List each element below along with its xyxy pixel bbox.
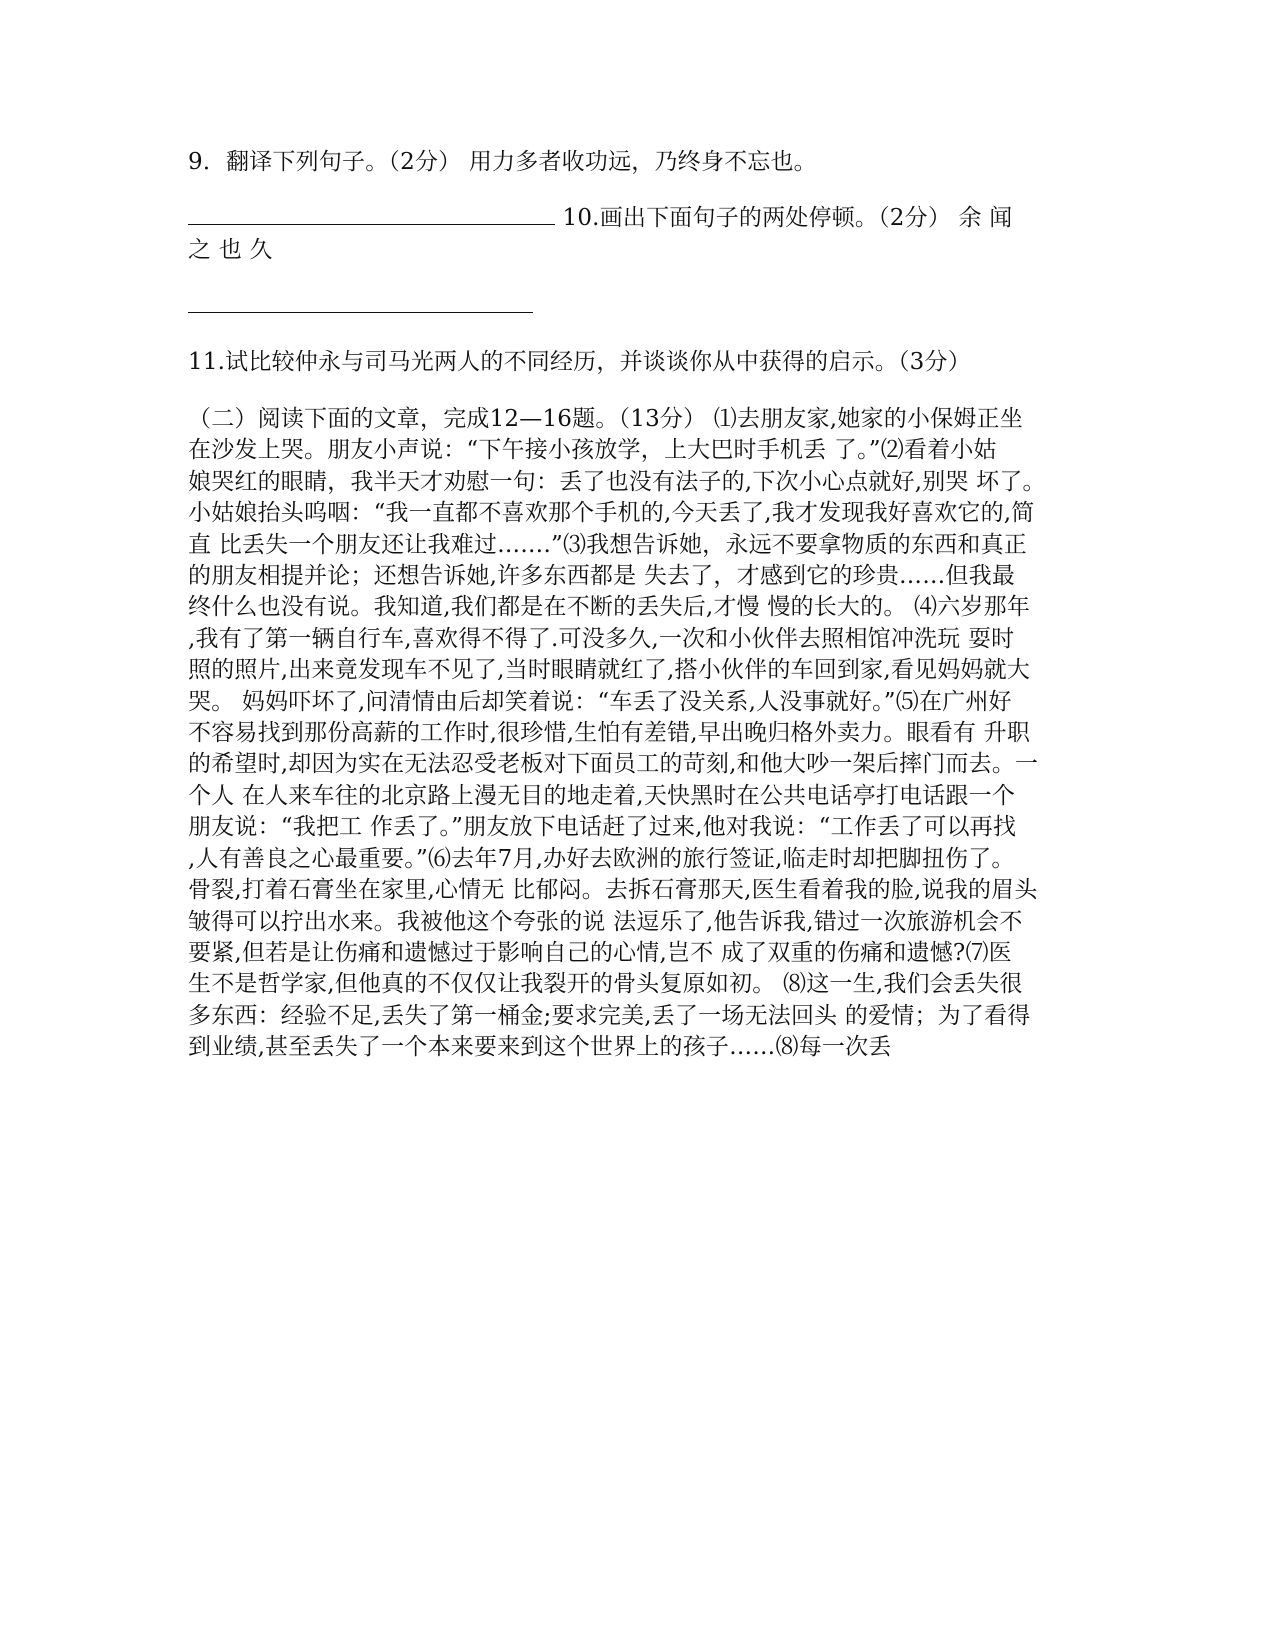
- question-10-text-line2: 之 也 久: [188, 237, 273, 263]
- passage-line: 直 比丢失一个朋友还让我难过…….”⑶我想告诉她，永远不要拿物质的东西和真正: [188, 531, 1027, 558]
- question-10-line2: [188, 234, 273, 266]
- passage-line: 终什么也没有说。我知道,我们都是在不断的丢失后,才慢 慢的长大的。 ⑷六岁那年: [188, 594, 1031, 621]
- answer-blank-9[interactable]: [188, 223, 555, 225]
- question-11-text: 11.试比较仲永与司马光两人的不同经历，并谈谈你从中获得的启示。（3分）: [188, 349, 971, 375]
- passage-line: 多东西：经验不足,丢失了第一桶金;要求完美,丢了一场无法回头 的爱情；为了看得: [188, 1002, 1031, 1029]
- passage-line: 在沙发上哭。朋友小声说：“下午接小孩放学，上大巴时手机丢 了。”⑵看着小姑: [188, 437, 997, 464]
- passage-line: 娘哭红的眼睛，我半天才劝慰一句：丢了也没有法子的,下次小心点就好,别哭 坏了。: [188, 468, 1046, 495]
- passage-line: 不容易找到那份高薪的工作时,很珍惜,生怕有差错,早出晚归格外卖力。眼看有 升职: [188, 720, 1031, 747]
- passage-line: ,人有善良之心最重要。”⑹去年7月,办好去欧洲的旅行签证,临走时却把脚扭伤了。: [188, 845, 1015, 872]
- passage-line: 生不是哲学家,但他真的不仅仅让我裂开的骨头复原如初。 ⑻这一生,我们会丢失很: [188, 971, 1023, 998]
- passage-line: 的朋友相提并论；还想告诉她,许多东西都是 失去了，才感到它的珍贵……但我最: [188, 563, 1016, 590]
- question-9-text: 9．翻译下列句子。（2分） 用力多者收功远，乃终身不忘也。: [188, 149, 817, 175]
- question-10-text: 10.画出下面句子的两处停顿。（2分） 余 闻: [555, 205, 1013, 231]
- passage-line: 小姑娘抬头呜咽：“我一直都不喜欢那个手机的,今天丢了,我才发现我好喜欢它的,简: [188, 500, 1035, 527]
- passage-line: （二）阅读下面的文章，完成12—16题。（13分） ⑴去朋友家,她家的小保姆正坐: [188, 406, 1023, 432]
- passage-line: 照的照片,出来竟发现车不见了,当时眼睛就红了,搭小伙伴的车回到家,看见妈妈就大: [188, 657, 1031, 684]
- passage-line: 骨裂,打着石膏坐在家里,心情无 比郁闷。去拆石膏那天,医生看着我的脸,说我的眉头: [188, 877, 1038, 904]
- passage-line: 个人 在人来车往的北京路上漫无目的地走着,天快黑时在公共电话亭打电话跟一个: [188, 782, 1016, 809]
- passage-line: 朋友说：“我把工 作丢了。”朋友放下电话赶了过来,他对我说：“工作丢了可以再找: [188, 814, 1017, 841]
- question-9: [188, 146, 817, 178]
- reading-passage: [188, 404, 1088, 1064]
- passage-line: 皱得可以拧出水来。我被他这个夸张的说 法逗乐了,他告诉我,错过一次旅游机会不: [188, 908, 1023, 935]
- answer-blank-10-row: [188, 290, 533, 322]
- question-11: [188, 346, 971, 378]
- passage-line: ,我有了第一辆自行车,喜欢得不得了.可没多久,一次和小伙伴去照相馆冲洗玩 耍时: [188, 625, 1015, 652]
- passage-line: 要紧,但若是让伤痛和遗憾过于影响自己的心情,岂不 成了双重的伤痛和遗憾?⑺医: [188, 939, 1012, 966]
- question-10: [188, 202, 1012, 234]
- passage-line: 的希望时,却因为实在无法忍受老板对下面员工的苛刻,和他大吵一架后摔门而去。一: [188, 751, 1039, 778]
- passage-line: 哭。 妈妈吓坏了,问清情由后却笑着说：“车丢了没关系,人没事就好。”⑸在广州好: [188, 688, 1012, 715]
- answer-blank-10[interactable]: [188, 311, 533, 313]
- passage-line: 到业绩,甚至丢失了一个本来要来到这个世界上的孩子……⑻每一次丢: [188, 1034, 892, 1061]
